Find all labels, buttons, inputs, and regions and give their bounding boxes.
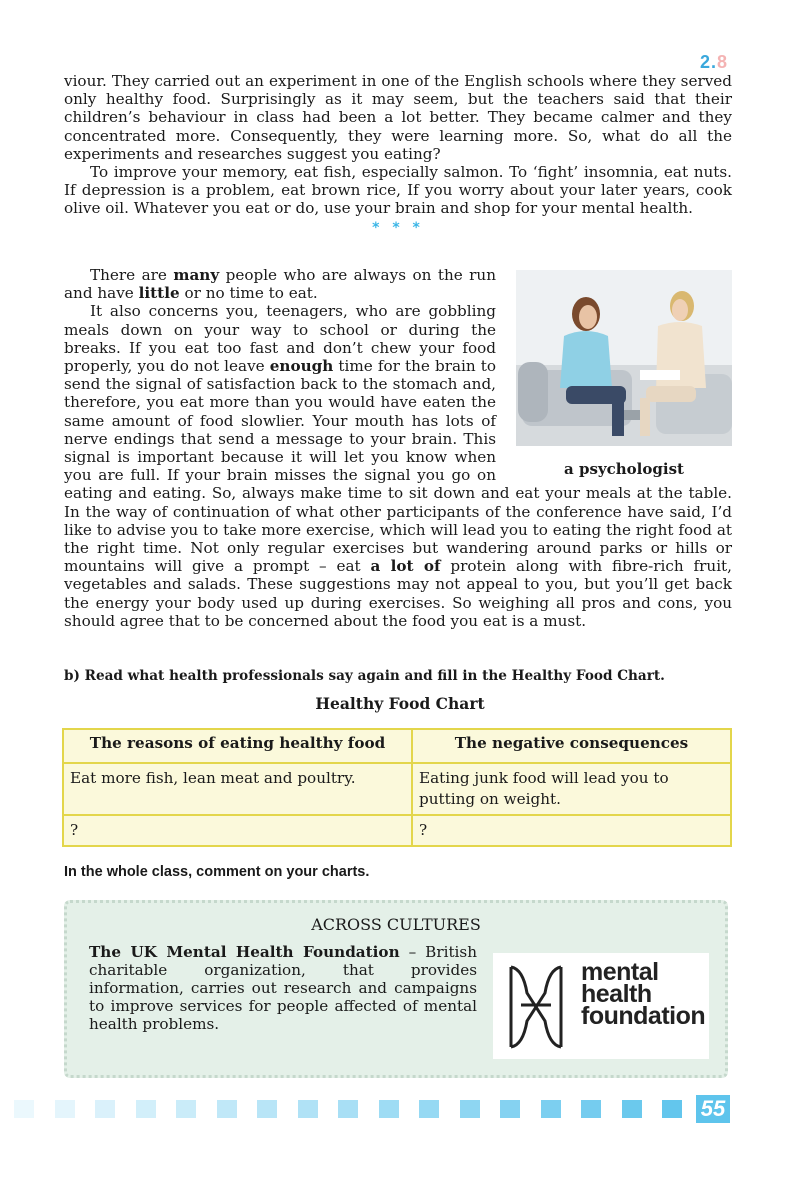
footer-square — [500, 1100, 520, 1118]
table-cell: Eating junk food will lead you to putting on weight. — [412, 763, 731, 815]
paragraph: It also concerns you, teenagers, who are gobbling meals down on your way to school or during the breaks. If you eat too fast and don’t chew your food properly, you do not leave enough time for the brain to send the signal of satisfaction back to the stomach and, therefore, you eat more than you would have eaten the same amount of food slowlier. Your mouth has lots of nerve endings that send a message to your brain. This signal is important because it will let you know when you are full. If your brain misses the signal you go on eating and eating. So, always make time to sit down and eat your meals at the table. In the way of continuation of what other participants of the conference have said, I’d like to advise you to take more exercise, which will lead you to eating the right food at the right time. Not only regular exercises but wandering around parks or hills or mountains will give a prompt – eat a lot of protein along with fibre-rich fruit, vegetables and salads. These suggestions may not appeal to you, but you’ll get back the energy your body used up during exercises. So weighing all pros and cons, you should agree that to be concerned about the food you eat is a must. — [64, 302, 732, 630]
footer-square — [379, 1100, 399, 1118]
column-header: The negative consequences — [412, 729, 731, 763]
mhf-emblem-icon — [497, 953, 577, 1059]
footer-square — [298, 1100, 318, 1118]
column-header: The reasons of eating healthy food — [63, 729, 412, 763]
section-number: 2.8 — [699, 52, 728, 72]
mental-health-foundation-logo — [493, 953, 709, 1059]
table-row — [63, 815, 731, 846]
footer-square — [460, 1100, 480, 1118]
paragraph: To improve your memory, eat fish, especially salmon. To ‘fight’ insomnia, eat nuts. If depression is a problem, eat brown rice, If you worry about your later years, cook olive oil. Whatever you eat or do, use your brain and shop for your mental health. — [64, 163, 732, 218]
page-number: 55 — [696, 1095, 730, 1123]
article-block — [64, 266, 732, 630]
paragraph: viour. They carried out an experiment in one of the English schools where they served only healthy food. Surprisingly as it may seem, but the teachers said that their children’s behaviour in class had been a lot better. They became calmer and they concentrated more. Consequently, they were learning more. So, what do all the experiments and researches suggest you eating? — [64, 72, 732, 163]
footer-square — [541, 1100, 561, 1118]
logo-wordmark: mental health foundation — [581, 958, 706, 1030]
table-header-row — [63, 729, 731, 763]
footer-square — [581, 1100, 601, 1118]
class-instruction: In the whole class, comment on your charts. — [64, 864, 370, 880]
across-cultures-box — [64, 900, 728, 1078]
footer-square — [55, 1100, 75, 1118]
task-instruction: b) Read what health professionals say again and fill in the Healthy Food Chart. — [64, 668, 665, 684]
footer-square — [338, 1100, 358, 1118]
footer-square — [662, 1100, 682, 1118]
photo-caption: a psychologist — [564, 460, 684, 478]
footer-square — [176, 1100, 196, 1118]
psychologist-photo — [516, 270, 732, 446]
chart-title: Healthy Food Chart — [315, 694, 485, 713]
across-cultures-title: ACROSS CULTURES — [311, 915, 481, 934]
table-cell: ? — [63, 815, 412, 846]
footer-square — [419, 1100, 439, 1118]
footer-square — [136, 1100, 156, 1118]
footer-square — [95, 1100, 115, 1118]
paragraph: There are many people who are always on the run and have little or no time to eat. — [64, 266, 496, 303]
footer-square — [257, 1100, 277, 1118]
top-text-block — [64, 72, 732, 238]
footer-square — [217, 1100, 237, 1118]
footer-square — [622, 1100, 642, 1118]
footer-square — [14, 1100, 34, 1118]
table-cell: Eat more fish, lean meat and poultry. — [63, 763, 412, 815]
across-cultures-text: The UK Mental Health Foundation – British charitable organization, that provides information, carries out research and campaigns to improve services for people affected of mental health problems. — [89, 943, 477, 1033]
photo-figure — [516, 270, 732, 478]
table-cell: ? — [412, 815, 731, 846]
healthy-food-chart — [62, 728, 732, 847]
table-row — [63, 763, 731, 815]
section-separator: * * * — [372, 219, 424, 236]
